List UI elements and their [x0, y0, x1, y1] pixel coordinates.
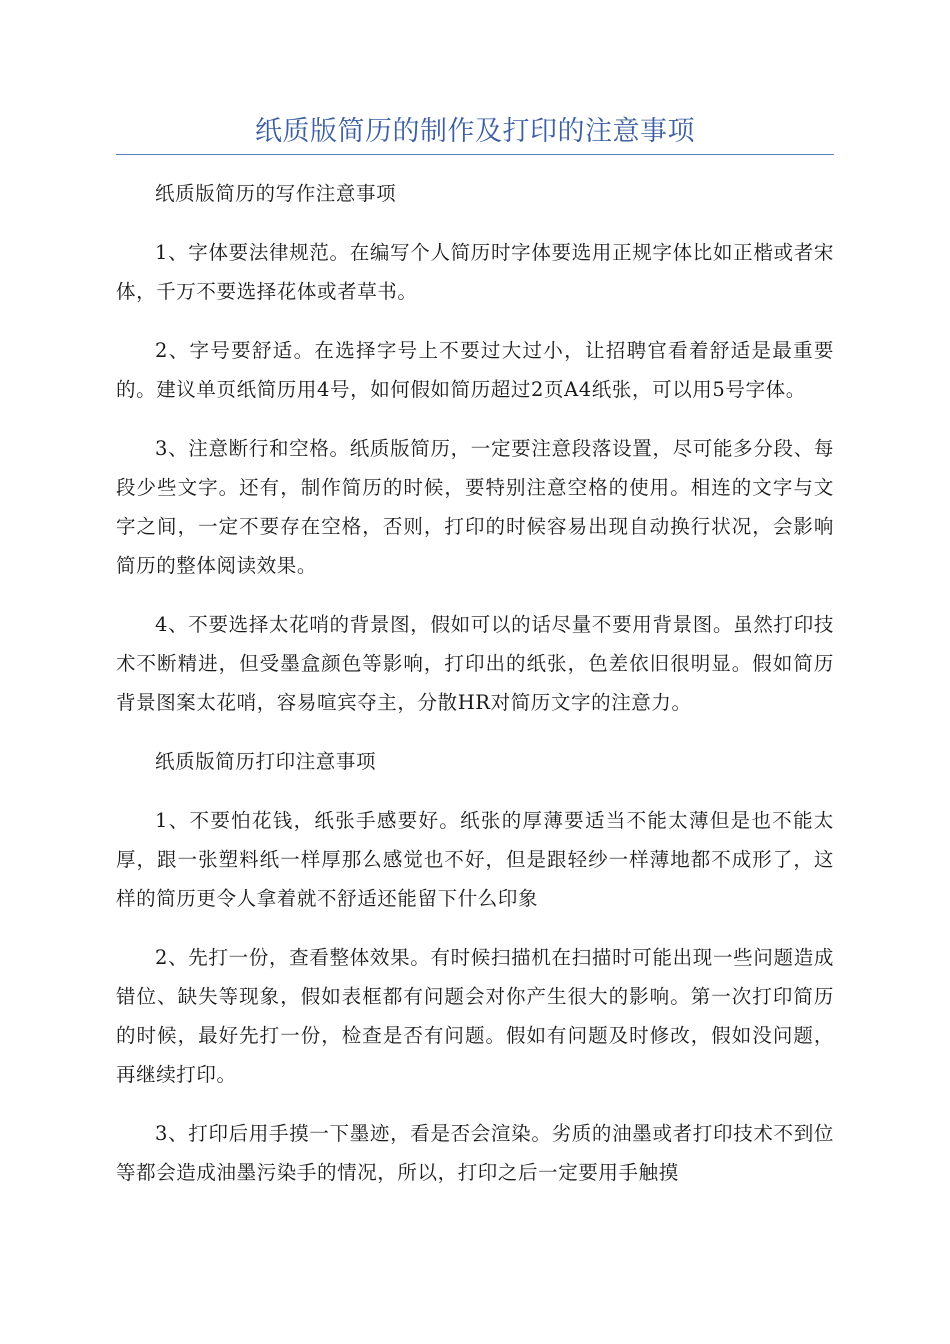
- section-heading-writing: 纸质版简历的写作注意事项: [155, 182, 397, 205]
- paragraph-background: 4、不要选择太花哨的背景图，假如可以的话尽量不要用背景图。虽然打印技术不断精进，但受墨盒颜色等影响，打印出的纸张，色差依旧很明显。假如简历背景图案太花哨，容易喧宾夺主，分散HR对简历文字的注意力。: [116, 613, 834, 714]
- document-body: [116, 174, 834, 1212]
- paragraph-paper: 1、不要怕花钱，纸张手感要好。纸张的厚薄要适当不能太薄但是也不能太厚，跟一张塑料纸一样厚那么感觉也不好，但是跟轻纱一样薄地都不成形了，这样的简历更令人拿着就不舒适还能留下什么印象: [116, 809, 834, 910]
- page-title: 纸质版简历的制作及打印的注意事项: [255, 116, 695, 147]
- title-underline: [116, 154, 834, 155]
- paragraph-font: 1、字体要法律规范。在编写个人简历时字体要选用正规字体比如正楷或者宋体，千万不要选择花体或者草书。: [116, 241, 834, 303]
- paragraph-line-breaks: 3、注意断行和空格。纸质版简历，一定要注意段落设置，尽可能多分段、每段少些文字。还有，制作简历的时候，要特别注意空格的使用。相连的文字与文字之间，一定不要存在空格，否则，打印的时候容易出现自动换行状况，会影响简历的整体阅读效果。: [116, 437, 834, 577]
- paragraph-font-size: 2、字号要舒适。在选择字号上不要过大过小，让招聘官看着舒适是最重要的。建议单页纸简历用4号，如何假如简历超过2页A4纸张，可以用5号字体。: [116, 339, 834, 401]
- paragraph-test-print: 2、先打一份，查看整体效果。有时候扫描机在扫描时可能出现一些问题造成错位、缺失等现象，假如表框都有问题会对你产生很大的影响。第一次打印简历的时候，最好先打一份，检查是否有问题。假如有问题及时修改，假如没问题，再继续打印。: [116, 946, 834, 1086]
- paragraph-ink-check: 3、打印后用手摸一下墨迹，看是否会渲染。劣质的油墨或者打印技术不到位等都会造成油墨污染手的情况，所以，打印之后一定要用手触摸: [116, 1122, 834, 1184]
- section-heading-printing: 纸质版简历打印注意事项: [155, 750, 377, 773]
